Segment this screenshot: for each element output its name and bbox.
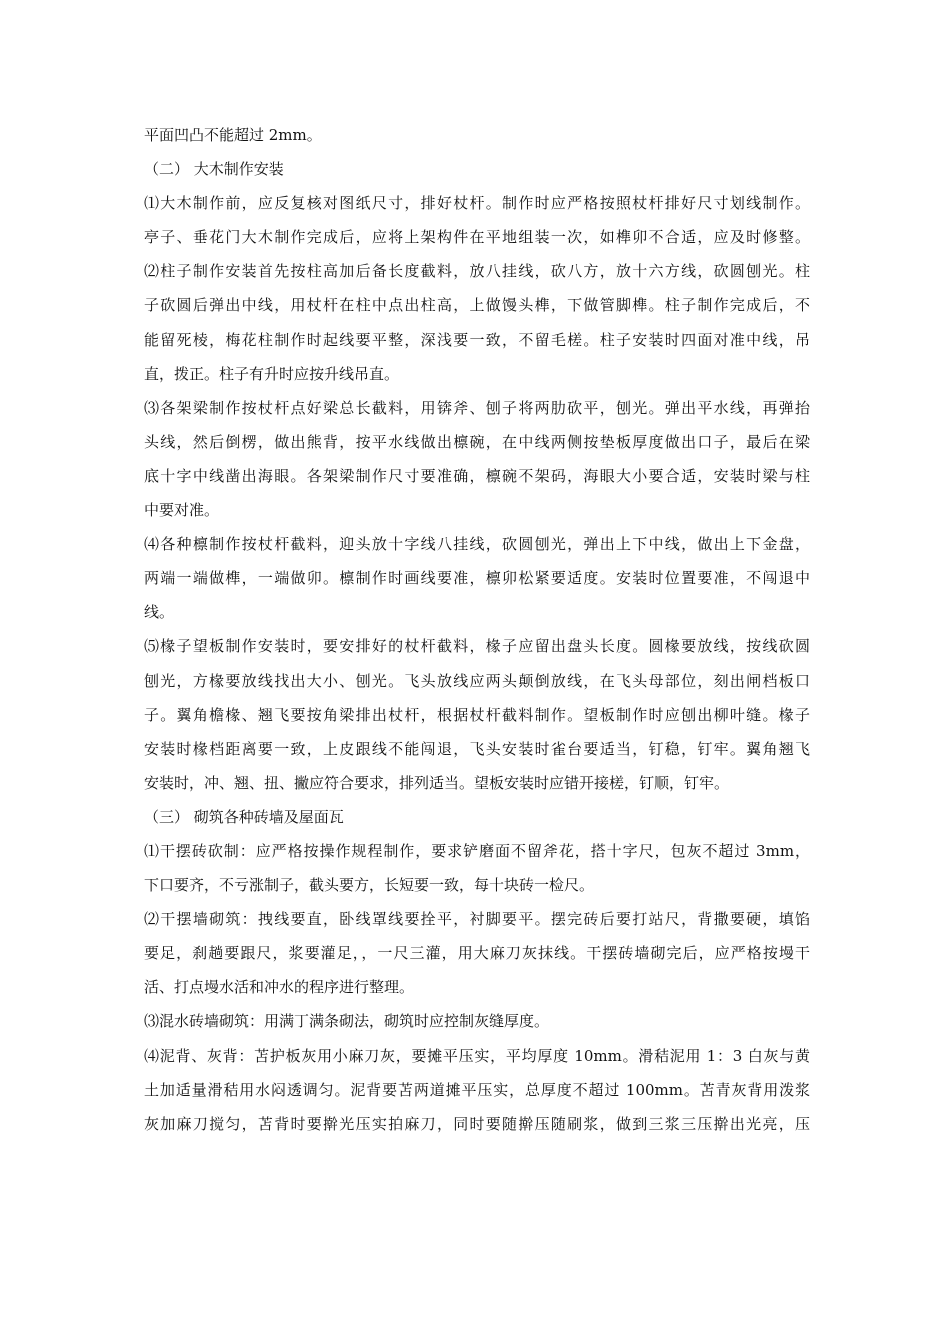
text-line: 活、打点墁水活和冲水的程序进行整理。 xyxy=(144,978,415,997)
text-line: ⑴干摆砖砍制：应严格按操作规程制作，要求铲磨面不留斧花，搭十字尺，包灰不超过 3mm， xyxy=(144,841,810,860)
text-line: 安装时，冲、翘、扭、撇应符合要求，排列适当。望板安装时应错开接槎，钉顺，钉牢。 xyxy=(144,773,730,792)
text-line: （二） 大木制作安装 xyxy=(144,160,284,179)
text-line: 子。翼角檐椽、翘飞要按角梁排出杖杆，根据杖杆截料制作。望板制作时应刨出柳叶缝。椽子 xyxy=(144,705,810,724)
text-line: 线。 xyxy=(144,603,175,622)
text-line: ⑴大木制作前，应反复核对图纸尺寸，排好杖杆。制作时应严格按照杖杆排好尺寸划线制作。 xyxy=(144,194,810,213)
text-line: 头线，然后倒楞，做出熊背，按平水线做出檩碗，在中线两侧按垫板厚度做出口子，最后在梁 xyxy=(144,432,810,451)
text-line: ⑷各种檩制作按杖杆截料，迎头放十字线八挂线，砍圆刨光，弹出上下中线，做出上下金盘， xyxy=(144,535,810,554)
text-line: 亭子、垂花门大木制作完成后，应将上架构件在平地组装一次，如榫卯不合适，应及时修整。 xyxy=(144,228,810,247)
text-line: ⑷泥背、灰背：苫护板灰用小麻刀灰，要摊平压实，平均厚度 10mm。滑秸泥用 1：3 白灰与黄 xyxy=(144,1046,810,1065)
text-line: ⑵柱子制作安装首先按柱高加后备长度截料，放八挂线，砍八方，放十六方线，砍圆刨光。柱 xyxy=(144,262,810,281)
text-line: 直，拨正。柱子有升时应按升线吊直。 xyxy=(144,364,400,383)
text-line: 两端一端做榫，一端做卯。檩制作时画线要准，檩卯松紧要适度。安装时位置要准，不闯退中 xyxy=(144,569,810,588)
text-line: 刨光，方椽要放线找出大小、刨光。飞头放线应两头颠倒放线，在飞头母部位，刻出闸档板口 xyxy=(144,671,810,690)
text-line: ⑶各架梁制作按杖杆点好梁总长截料，用锛斧、刨子将两肋砍平，刨光。弹出平水线，再弹抬 xyxy=(144,398,810,417)
text-line: 土加适量滑秸用水闷透调匀。泥背要苫两道摊平压实，总厚度不超过 100mm。苫青灰背用泼浆 xyxy=(144,1080,810,1099)
text-line: （三） 砌筑各种砖墙及屋面瓦 xyxy=(144,807,344,826)
text-line: 子砍圆后弹出中线，用杖杆在柱中点出柱高，上做馒头榫，下做管脚榫。柱子制作完成后，不 xyxy=(144,296,810,315)
document-body xyxy=(144,118,810,1141)
text-line: 平面凹凸不能超过 2mm。 xyxy=(144,126,322,144)
text-line: ⑵干摆墙砌筑：拽线要直，卧线罩线要拴平，衬脚要平。摆完砖后要打站尺，背撒要硬，填馅 xyxy=(144,910,810,929)
text-line: ⑸椽子望板制作安装时，要安排好的杖杆截料，椽子应留出盘头长度。圆椽要放线，按线砍圆 xyxy=(144,637,810,656)
text-line: 中要对准。 xyxy=(144,501,220,520)
text-line: 要足，刹趟要跟尺，浆要灌足，，一尺三灌，用大麻刀灰抹线。干摆砖墙砌完后，应严格按墁干 xyxy=(144,944,810,963)
text-line: 能留死棱，梅花柱制作时起线要平整，深浅要一致，不留毛槎。柱子安装时四面对准中线，吊 xyxy=(144,330,810,349)
text-line: 底十字中线凿出海眼。各架梁制作尺寸要准确，檩碗不架码，海眼大小要合适，安装时梁与柱 xyxy=(144,466,810,485)
text-line: ⑶混水砖墙砌筑：用满丁满条砌法，砌筑时应控制灰缝厚度。 xyxy=(144,1012,550,1031)
text-line: 下口要齐，不亏涨制子，截头要方，长短要一致，每十块砖一检尺。 xyxy=(144,876,595,895)
text-line: 安装时椽档距离要一致，上皮跟线不能闯退，飞头安装时雀台要适当，钉稳，钉牢。翼角翘飞 xyxy=(144,739,810,758)
text-line: 灰加麻刀搅匀，苫背时要擀光压实拍麻刀，同时要随擀压随刷浆，做到三浆三压擀出光亮，压 xyxy=(144,1114,810,1133)
